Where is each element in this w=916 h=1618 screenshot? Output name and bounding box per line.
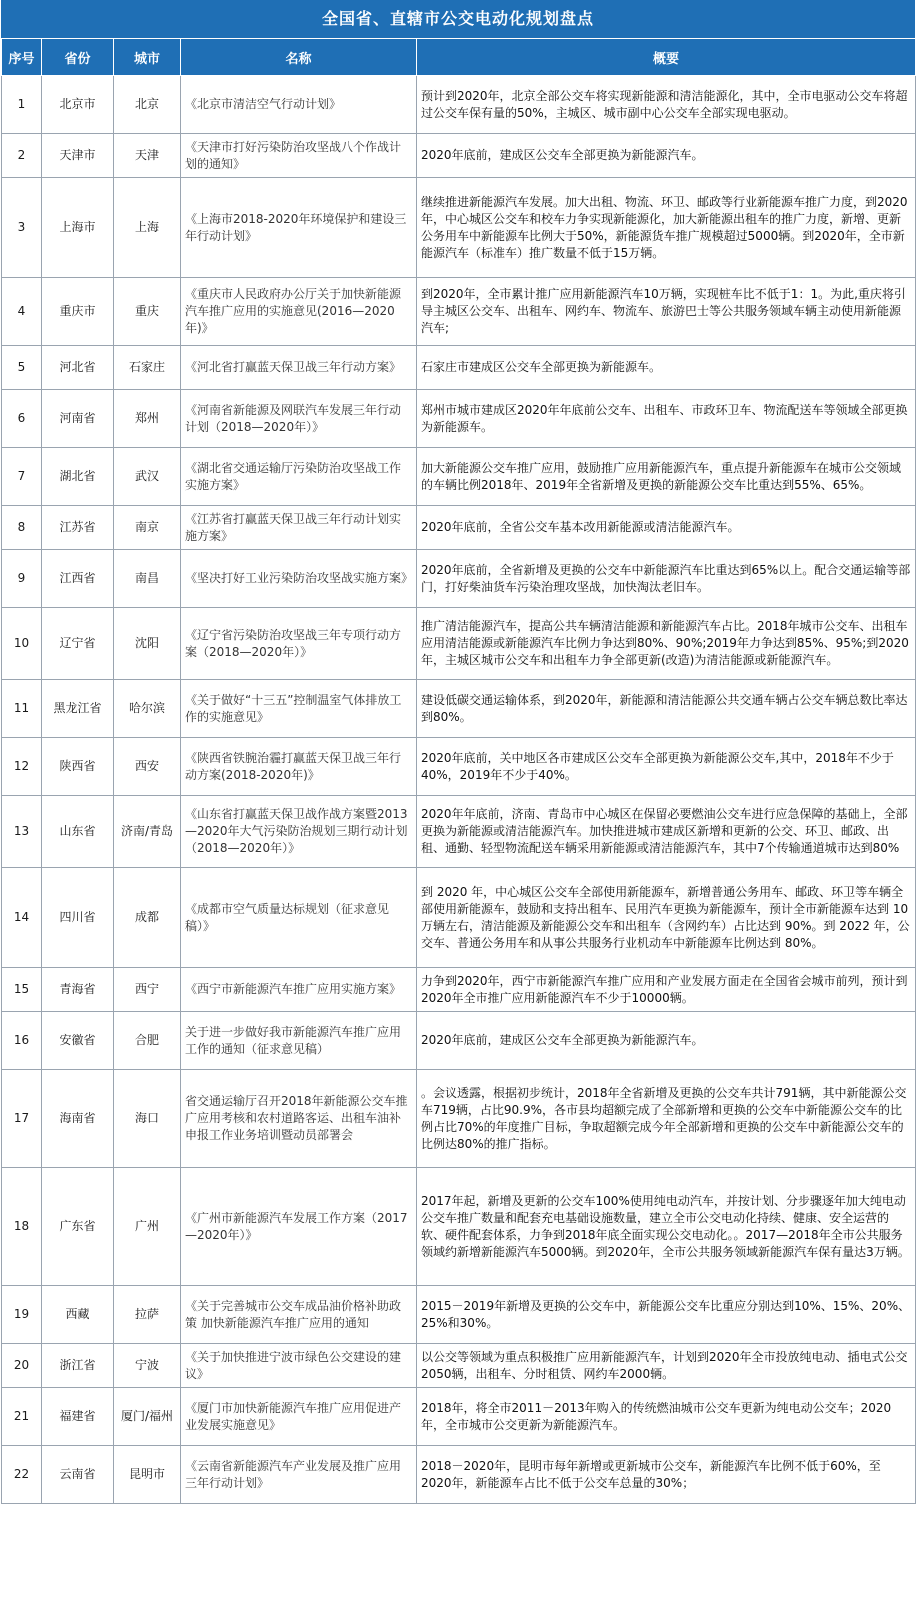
table-row xyxy=(2,968,916,1012)
row-city: 石家庄 xyxy=(114,346,181,390)
table-row xyxy=(2,796,916,868)
row-city: 南昌 xyxy=(114,550,181,608)
table-row xyxy=(2,346,916,390)
row-policy-name: 《山东省打赢蓝天保卫战作战方案暨2013—2020年大气污染防治规划三期行动计划（2018—2020年）》 xyxy=(181,796,417,868)
row-summary: 力争到2020年，西宁市新能源汽车推广应用和产业发展方面走在全国省会城市前列，预计到2020年全市推广应用新能源汽车不少于10000辆。 xyxy=(417,968,916,1012)
row-province: 西藏 xyxy=(42,1286,114,1344)
row-province: 江苏省 xyxy=(42,506,114,550)
row-number: 4 xyxy=(2,278,42,346)
row-number: 1 xyxy=(2,76,42,134)
row-province: 浙江省 xyxy=(42,1344,114,1388)
policy-table-container xyxy=(1,0,915,1504)
row-summary: 2020年底前，建成区公交车全部更换为新能源汽车。 xyxy=(417,1012,916,1070)
row-city: 北京 xyxy=(114,76,181,134)
row-province: 重庆市 xyxy=(42,278,114,346)
row-province: 安徽省 xyxy=(42,1012,114,1070)
row-policy-name: 《上海市2018-2020年环境保护和建设三年行动计划》 xyxy=(181,178,417,278)
row-city: 沈阳 xyxy=(114,608,181,680)
row-policy-name: 《天津市打好污染防治攻坚战八个作战计划的通知》 xyxy=(181,134,417,178)
row-city: 合肥 xyxy=(114,1012,181,1070)
table-row xyxy=(2,868,916,968)
row-summary: 2018－2020年，昆明市每年新增或更新城市公交车，新能源汽车比例不低于60%，至2020年，新能源车占比不低于公交车总量的30%； xyxy=(417,1446,916,1504)
table-row xyxy=(2,1344,916,1388)
table-row xyxy=(2,550,916,608)
row-city: 西安 xyxy=(114,738,181,796)
row-summary: 2020年底前，关中地区各市建成区公交车全部更换为新能源公交车,其中，2018年不少于40%，2019年不少于40%。 xyxy=(417,738,916,796)
row-city: 济南/青岛 xyxy=(114,796,181,868)
table-row xyxy=(2,448,916,506)
table-row xyxy=(2,76,916,134)
row-city: 成都 xyxy=(114,868,181,968)
row-province: 海南省 xyxy=(42,1070,114,1168)
row-policy-name: 《关于完善城市公交车成品油价格补助政策 加快新能源汽车推广应用的通知 xyxy=(181,1286,417,1344)
row-province: 青海省 xyxy=(42,968,114,1012)
row-summary: 以公交等领域为重点积极推广应用新能源汽车，计划到2020年全市投放纯电动、插电式公交2050辆，出租车、分时租赁、网约车2000辆。 xyxy=(417,1344,916,1388)
row-province: 上海市 xyxy=(42,178,114,278)
row-city: 南京 xyxy=(114,506,181,550)
row-policy-name: 省交通运输厅召开2018年新能源公交车推广应用考核和农村道路客运、出租车油补申报工作业务培训暨动员部署会 xyxy=(181,1070,417,1168)
row-number: 7 xyxy=(2,448,42,506)
header-no: 序号 xyxy=(2,39,42,76)
row-number: 15 xyxy=(2,968,42,1012)
row-city: 西宁 xyxy=(114,968,181,1012)
table-row xyxy=(2,1388,916,1446)
row-province: 湖北省 xyxy=(42,448,114,506)
row-summary: 石家庄市建成区公交车全部更换为新能源车。 xyxy=(417,346,916,390)
row-city: 广州 xyxy=(114,1168,181,1286)
row-number: 21 xyxy=(2,1388,42,1446)
table-row xyxy=(2,608,916,680)
row-policy-name: 《云南省新能源汽车产业发展及推广应用三年行动计划》 xyxy=(181,1446,417,1504)
header-summary: 概要 xyxy=(417,39,916,76)
row-city: 宁波 xyxy=(114,1344,181,1388)
row-province: 四川省 xyxy=(42,868,114,968)
row-province: 江西省 xyxy=(42,550,114,608)
row-policy-name: 《坚决打好工业污染防治攻坚战实施方案》 xyxy=(181,550,417,608)
header-province: 省份 xyxy=(42,39,114,76)
row-province: 福建省 xyxy=(42,1388,114,1446)
row-policy-name: 《陕西省铁腕治霾打赢蓝天保卫战三年行动方案(2018-2020年)》 xyxy=(181,738,417,796)
row-province: 河南省 xyxy=(42,390,114,448)
table-body xyxy=(2,76,916,1504)
table-row xyxy=(2,134,916,178)
row-number: 11 xyxy=(2,680,42,738)
row-summary: 2020年年底前，济南、青岛市中心城区在保留必要燃油公交车进行应急保障的基础上，全部更换为新能源或清洁能源汽车。加快推进城市建成区新增和更新的公交、环卫、邮政、出租、通勤、轻型物流配送车辆采用新能源或清洁能源汽车，其中7个传输通道城市达到80% xyxy=(417,796,916,868)
row-summary: 2020年底前，全省公交车基本改用新能源或清洁能源汽车。 xyxy=(417,506,916,550)
row-province: 辽宁省 xyxy=(42,608,114,680)
table-row xyxy=(2,1286,916,1344)
row-summary: 推广清洁能源汽车，提高公共车辆清洁能源和新能源汽车占比。2018年城市公交车、出租车应用清洁能源或新能源汽车比例力争达到80%、90%;2019年力争达到85%、95%;到2020年，主城区城市公交车和出租车力争全部更新(改造)为清洁能源或新能源汽车。 xyxy=(417,608,916,680)
row-summary: 加大新能源公交车推广应用，鼓励推广应用新能源汽车，重点提升新能源车在城市公交领域的车辆比例2018年、2019年全省新增及更换的新能源公交车比重达到55%、65%。 xyxy=(417,448,916,506)
row-number: 20 xyxy=(2,1344,42,1388)
row-summary: 。会议透露，根据初步统计，2018年全省新增及更换的公交车共计791辆，其中新能源公交车719辆，占比90.9%，各市县均超额完成了全部新增和更换的公交车中新能源公交车的比例占比70%的年度推广目标，争取超额完成今年全部新增和更换的公交车中新能源公交车的比例达80%的推广指标。 xyxy=(417,1070,916,1168)
row-summary: 2018年，将全市2011－2013年购入的传统燃油城市公交车更新为纯电动公交车；2020年，全市城市公交更新为新能源汽车。 xyxy=(417,1388,916,1446)
row-number: 2 xyxy=(2,134,42,178)
row-number: 12 xyxy=(2,738,42,796)
row-number: 19 xyxy=(2,1286,42,1344)
row-province: 天津市 xyxy=(42,134,114,178)
row-summary: 到2020年，全市累计推广应用新能源汽车10万辆，实现桩车比不低于1：1。为此,重庆将引导主城区公交车、出租车、网约车、物流车、旅游巴士等公共服务领域车辆主动使用新能源汽车; xyxy=(417,278,916,346)
row-summary: 到 2020 年，中心城区公交车全部使用新能源车，新增普通公务用车、邮政、环卫等车辆全部使用新能源车，鼓励和支持出租车、民用汽车更换为新能源车，预计全市新能源车达到 10 万辆左右，清洁能源及新能源公交车和出租车（含网约车）占比达到 90%。到 2022 年，公交车、普通公务用车和从事公共服务行业机动车中新能源车比例达到 80%。 xyxy=(417,868,916,968)
row-city: 厦门/福州 xyxy=(114,1388,181,1446)
row-policy-name: 《厦门市加快新能源汽车推广应用促进产业发展实施意见》 xyxy=(181,1388,417,1446)
table-row xyxy=(2,390,916,448)
row-city: 重庆 xyxy=(114,278,181,346)
row-summary: 建设低碳交通运输体系，到2020年，新能源和清洁能源公共交通车辆占公交车辆总数比率达到80%。 xyxy=(417,680,916,738)
table-row xyxy=(2,278,916,346)
row-policy-name: 关于进一步做好我市新能源汽车推广应用工作的通知（征求意见稿） xyxy=(181,1012,417,1070)
row-city: 郑州 xyxy=(114,390,181,448)
row-policy-name: 《河北省打赢蓝天保卫战三年行动方案》 xyxy=(181,346,417,390)
table-row xyxy=(2,506,916,550)
row-city: 哈尔滨 xyxy=(114,680,181,738)
table-row xyxy=(2,738,916,796)
row-number: 9 xyxy=(2,550,42,608)
row-summary: 2015－2019年新增及更换的公交车中，新能源公交车比重应分别达到10%、15%、20%、25%和30%。 xyxy=(417,1286,916,1344)
table-row xyxy=(2,178,916,278)
row-policy-name: 《湖北省交通运输厅污染防治攻坚战工作实施方案》 xyxy=(181,448,417,506)
row-city: 天津 xyxy=(114,134,181,178)
row-number: 6 xyxy=(2,390,42,448)
row-summary: 郑州市城市建成区2020年年底前公交车、出租车、市政环卫车、物流配送车等领域全部更换为新能源车。 xyxy=(417,390,916,448)
row-number: 16 xyxy=(2,1012,42,1070)
row-policy-name: 《重庆市人民政府办公厅关于加快新能源汽车推广应用的实施意见(2016—2020年)》 xyxy=(181,278,417,346)
row-province: 河北省 xyxy=(42,346,114,390)
row-city: 昆明市 xyxy=(114,1446,181,1504)
row-summary: 预计到2020年，北京全部公交车将实现新能源和清洁能源化，其中，全市电驱动公交车将超过公交车保有量的50%，主城区、城市副中心公交车全部实现电驱动。 xyxy=(417,76,916,134)
row-number: 5 xyxy=(2,346,42,390)
table-header-row xyxy=(2,39,916,76)
row-province: 山东省 xyxy=(42,796,114,868)
row-policy-name: 《关于做好“十三五”控制温室气体排放工作的实施意见》 xyxy=(181,680,417,738)
row-number: 10 xyxy=(2,608,42,680)
row-province: 黑龙江省 xyxy=(42,680,114,738)
row-policy-name: 《关于加快推进宁波市绿色公交建设的建议》 xyxy=(181,1344,417,1388)
row-number: 13 xyxy=(2,796,42,868)
table-row xyxy=(2,1070,916,1168)
row-policy-name: 《江苏省打赢蓝天保卫战三年行动计划实施方案》 xyxy=(181,506,417,550)
table-row xyxy=(2,680,916,738)
row-policy-name: 《成都市空气质量达标规划（征求意见稿）》 xyxy=(181,868,417,968)
row-city: 武汉 xyxy=(114,448,181,506)
row-number: 22 xyxy=(2,1446,42,1504)
row-policy-name: 《广州市新能源汽车发展工作方案（2017—2020年）》 xyxy=(181,1168,417,1286)
row-policy-name: 《北京市清洁空气行动计划》 xyxy=(181,76,417,134)
row-policy-name: 《西宁市新能源汽车推广应用实施方案》 xyxy=(181,968,417,1012)
row-province: 广东省 xyxy=(42,1168,114,1286)
table-row xyxy=(2,1446,916,1504)
row-city: 拉萨 xyxy=(114,1286,181,1344)
row-policy-name: 《辽宁省污染防治攻坚战三年专项行动方案（2018—2020年）》 xyxy=(181,608,417,680)
page-title: 全国省、直辖市公交电动化规划盘点 xyxy=(1,0,915,38)
row-city: 上海 xyxy=(114,178,181,278)
row-summary: 2020年底前，建成区公交车全部更换为新能源汽车。 xyxy=(417,134,916,178)
row-number: 17 xyxy=(2,1070,42,1168)
table-row xyxy=(2,1012,916,1070)
row-summary: 继续推进新能源汽车发展。加大出租、物流、环卫、邮政等行业新能源车推广力度，到2020年，中心城区公交车和校车力争实现新能源化，加大新能源出租车的推广力度，新增、更新公务用车中新能源车比例大于50%，新能源货车推广规模超过5000辆。到2020年，全市新能源汽车（标准车）推广数量不低于15万辆。 xyxy=(417,178,916,278)
row-city: 海口 xyxy=(114,1070,181,1168)
row-number: 14 xyxy=(2,868,42,968)
row-number: 8 xyxy=(2,506,42,550)
header-city: 城市 xyxy=(114,39,181,76)
header-name: 名称 xyxy=(181,39,417,76)
policy-table xyxy=(1,38,916,1504)
row-province: 北京市 xyxy=(42,76,114,134)
row-province: 陕西省 xyxy=(42,738,114,796)
row-summary: 2017年起，新增及更新的公交车100%使用纯电动汽车，并按计划、分步骤逐年加大纯电动公交车推广数量和配套充电基础设施数量，建立全市公交电动化持续、健康、安全运营的软、硬件配套体系，力争到2018年底全面实现公交电动化。。2017—2018年全市公共服务领域约新增新能源汽车5000辆。到2020年，全市公共服务领域新能源汽车保有量达3万辆。 xyxy=(417,1168,916,1286)
row-number: 18 xyxy=(2,1168,42,1286)
row-province: 云南省 xyxy=(42,1446,114,1504)
table-row xyxy=(2,1168,916,1286)
row-number: 3 xyxy=(2,178,42,278)
row-policy-name: 《河南省新能源及网联汽车发展三年行动计划（2018—2020年）》 xyxy=(181,390,417,448)
row-summary: 2020年底前，全省新增及更换的公交车中新能源汽车比重达到65%以上。配合交通运输等部门，打好柴油货车污染治理攻坚战，加快淘汰老旧车。 xyxy=(417,550,916,608)
